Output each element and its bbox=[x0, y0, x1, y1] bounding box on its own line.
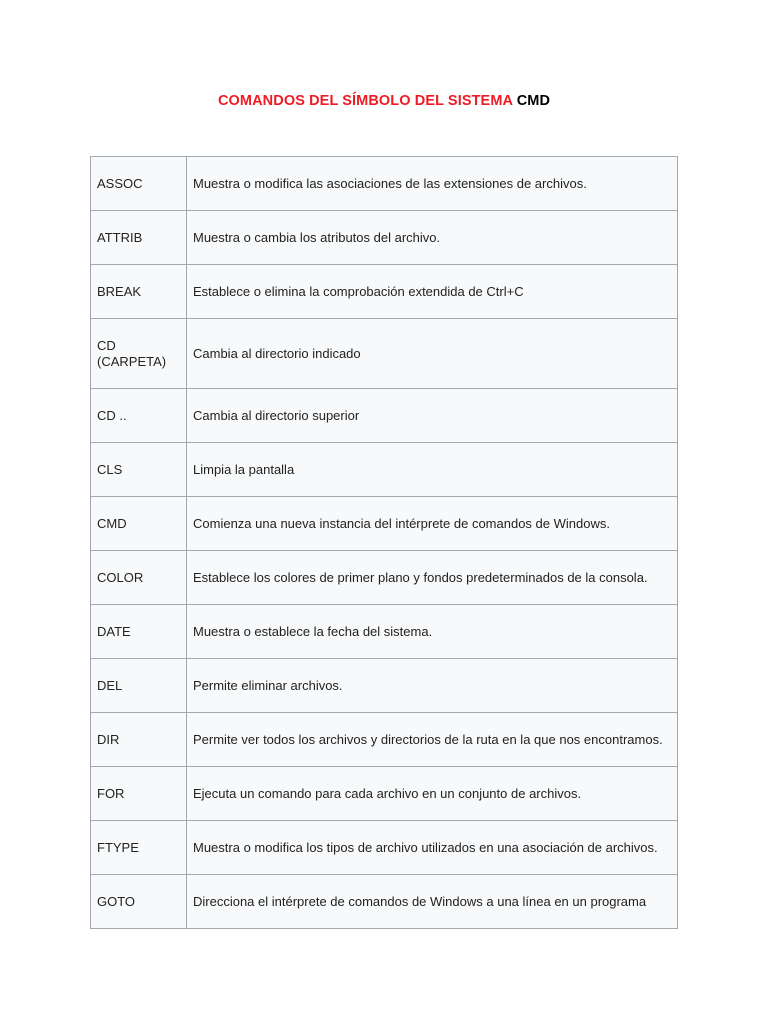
command-name: DEL bbox=[91, 659, 187, 713]
table-row bbox=[91, 157, 678, 211]
command-description: Direcciona el intérprete de comandos de Windows a una línea en un programa bbox=[187, 875, 678, 929]
table-row bbox=[91, 551, 678, 605]
page-title bbox=[0, 93, 768, 109]
table-row bbox=[91, 767, 678, 821]
command-description: Establece o elimina la comprobación extendida de Ctrl+C bbox=[187, 265, 678, 319]
command-name: GOTO bbox=[91, 875, 187, 929]
command-description: Permite ver todos los archivos y directorios de la ruta en la que nos encontramos. bbox=[187, 713, 678, 767]
title-black-text: CMD bbox=[516, 93, 551, 109]
table-row bbox=[91, 605, 678, 659]
command-name: ATTRIB bbox=[91, 211, 187, 265]
table-row bbox=[91, 875, 678, 929]
command-description: Comienza una nueva instancia del intérprete de comandos de Windows. bbox=[187, 497, 678, 551]
table-row bbox=[91, 659, 678, 713]
command-name: CD .. bbox=[91, 389, 187, 443]
command-name: FTYPE bbox=[91, 821, 187, 875]
table-row bbox=[91, 497, 678, 551]
table-row bbox=[91, 265, 678, 319]
table-row bbox=[91, 211, 678, 265]
command-name: FOR bbox=[91, 767, 187, 821]
table-row bbox=[91, 713, 678, 767]
commands-table bbox=[90, 156, 678, 929]
table-row bbox=[91, 319, 678, 389]
table-row bbox=[91, 821, 678, 875]
command-name: DIR bbox=[91, 713, 187, 767]
command-description: Establece los colores de primer plano y fondos predeterminados de la consola. bbox=[187, 551, 678, 605]
command-name: DATE bbox=[91, 605, 187, 659]
command-name: ASSOC bbox=[91, 157, 187, 211]
table-row bbox=[91, 443, 678, 497]
command-description: Muestra o modifica las asociaciones de las extensiones de archivos. bbox=[187, 157, 678, 211]
command-description: Permite eliminar archivos. bbox=[187, 659, 678, 713]
command-name: CD (CARPETA) bbox=[91, 319, 187, 389]
command-name: CLS bbox=[91, 443, 187, 497]
command-description: Muestra o modifica los tipos de archivo utilizados en una asociación de archivos. bbox=[187, 821, 678, 875]
command-description: Limpia la pantalla bbox=[187, 443, 678, 497]
command-description: Ejecuta un comando para cada archivo en un conjunto de archivos. bbox=[187, 767, 678, 821]
command-description: Muestra o establece la fecha del sistema. bbox=[187, 605, 678, 659]
title-red-text: COMANDOS DEL SÍMBOLO DEL SISTEMA bbox=[217, 93, 513, 109]
command-name: CMD bbox=[91, 497, 187, 551]
command-name: COLOR bbox=[91, 551, 187, 605]
command-name: BREAK bbox=[91, 265, 187, 319]
command-description: Cambia al directorio indicado bbox=[187, 319, 678, 389]
command-description: Cambia al directorio superior bbox=[187, 389, 678, 443]
table-row bbox=[91, 389, 678, 443]
command-description: Muestra o cambia los atributos del archivo. bbox=[187, 211, 678, 265]
